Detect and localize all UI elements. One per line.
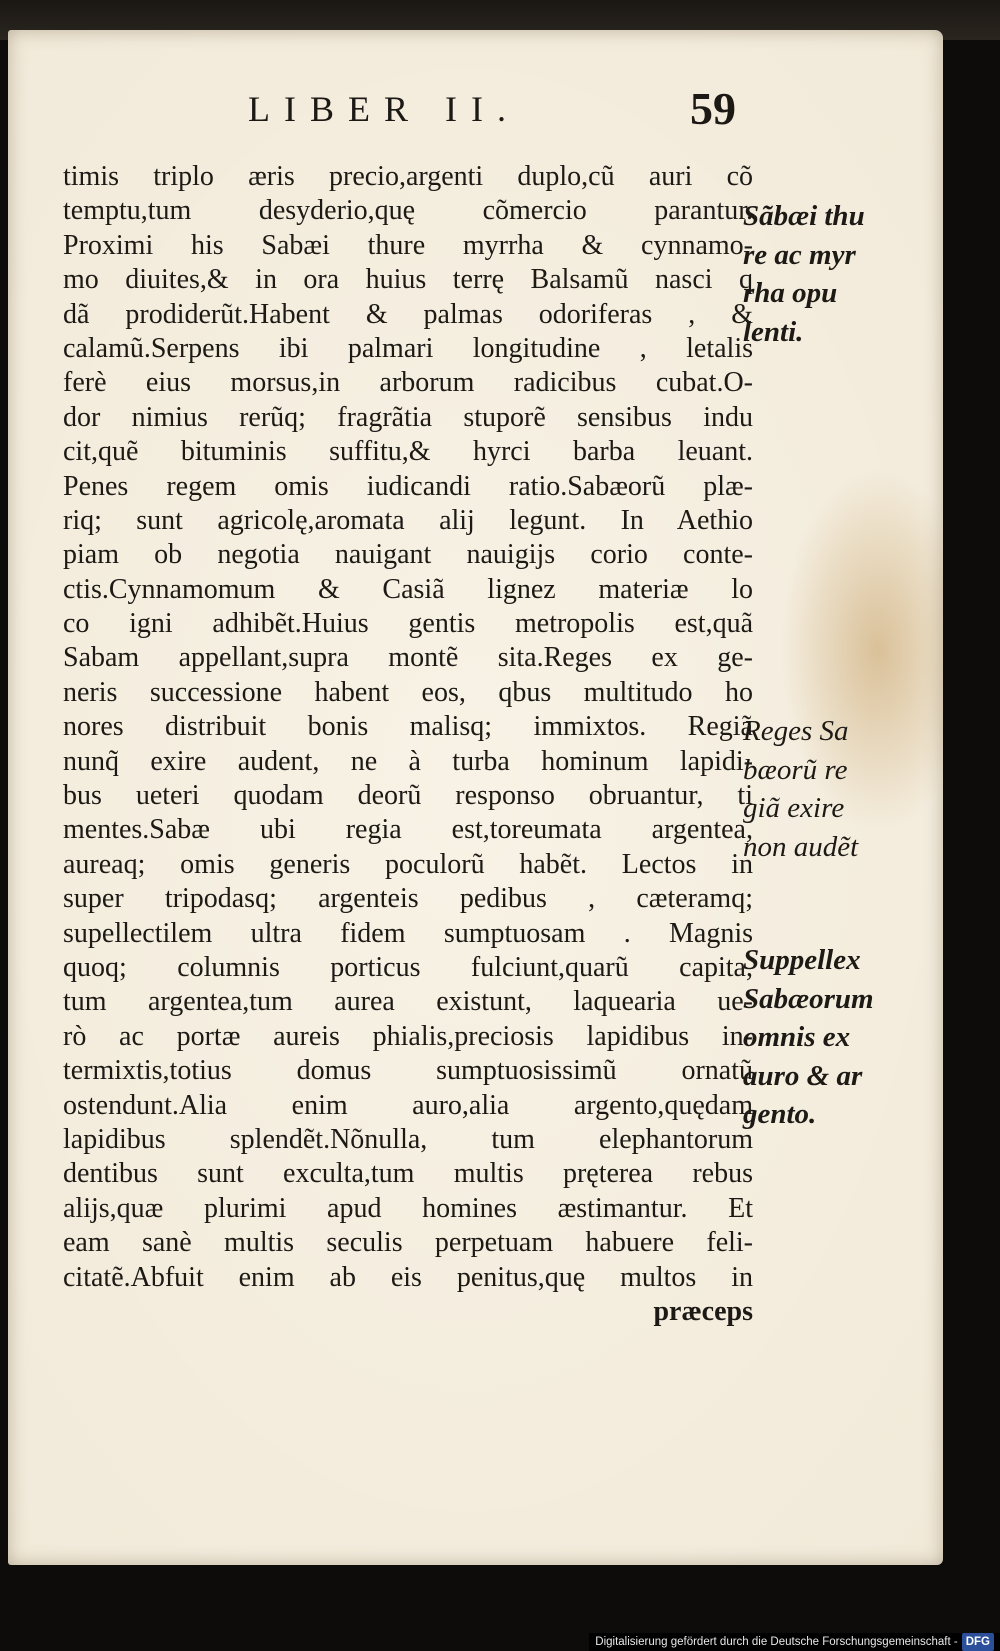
marginal-note-line: Reges Sa <box>743 715 849 747</box>
running-head: LIBER II. <box>248 89 520 129</box>
marginal-note-line: giã exire <box>743 792 845 824</box>
marginal-note-line: lenti. <box>743 315 804 348</box>
text-line: co igni adhibẽt.Huius gentis metropolis est,quã <box>63 608 753 640</box>
book-page <box>8 30 943 1565</box>
text-line: quoq; columnis porticus fulciunt,quarũ capita, <box>63 951 753 983</box>
text-line: lapidibus splendẽt.Nõnulla, tum elephantorum <box>63 1123 753 1155</box>
marginal-note-line: omnis ex <box>743 1021 851 1053</box>
text-line: riq; sunt agricolę,aromata alij legunt. In Aethio <box>63 504 753 536</box>
main-text-block <box>63 160 753 1329</box>
text-line: timis triplo æris precio,argenti duplo,cũ auri cõ <box>63 161 753 192</box>
marginal-note-line: Sãbæi thu <box>743 200 865 232</box>
marginal-note-line: Sabæorum <box>743 982 874 1015</box>
text-line: dor nimius rerũq; fragrãtia stuporẽ sensibus indu <box>63 401 753 433</box>
text-line: mo diuites,& in ora huius terrę Balsamũ nasci q <box>63 264 753 296</box>
text-line: nunq̃ exire audent, ne à turba hominum lapidi- <box>63 745 753 777</box>
page-number: 59 <box>690 83 736 134</box>
text-line: tum argentea,tum aurea existunt, laquearia ue- <box>63 986 753 1018</box>
text-line: Proximi his Sabæi thure myrrha & cynnamo- <box>63 229 753 261</box>
text-line: neris successione habent eos, qbus multitudo ho <box>63 676 753 708</box>
text-line: dã prodiderũt.Habent & palmas odoriferas , & <box>63 298 753 330</box>
marginal-note-line: auro & ar <box>743 1059 863 1092</box>
marginal-note-sabaei <box>743 197 865 351</box>
marginal-note-line: Suppellex <box>743 944 861 976</box>
text-line: ostendunt.Alia enim auro,alia argento,quędam <box>63 1089 753 1121</box>
text-line: cit,quẽ bituminis suffitu,& hyrci barba leuant. <box>63 436 753 468</box>
catchword: præceps <box>653 1295 753 1327</box>
text-line: Penes regem omis iudicandi ratio.Sabæorũ plæ- <box>63 470 753 502</box>
text-line: ctis.Cynnamomum & Casiã lignez materiæ lo <box>63 573 753 605</box>
text-line: supellectilem ultra fidem sumptuosam . Magnis <box>63 917 753 949</box>
text-line: citatẽ.Abfuit enim ab eis penitus,quę multos in <box>63 1261 753 1293</box>
text-line: rò ac portæ aureis phialis,preciosis lapidibus in- <box>63 1020 753 1052</box>
marginal-note-line: re ac myr <box>743 238 856 271</box>
text-line: super tripodasq; argenteis pedibus , cæteramq; <box>63 883 753 915</box>
text-line: ferè eius morsus,in arborum radicibus cubat.O- <box>63 367 753 399</box>
text-line: piam ob negotia nauigant nauigijs corio conte- <box>63 539 753 571</box>
marginal-note-line: rha opu <box>743 277 838 309</box>
marginal-note-line: non audẽt <box>743 830 859 863</box>
text-line: eam sanè multis seculis perpetuam habuere feli- <box>63 1227 753 1259</box>
text-line: calamũ.Serpens ibi palmari longitudine , letalis <box>63 332 753 364</box>
text-line: dentibus sunt exculta,tum multis pręterea rebus <box>63 1158 753 1190</box>
text-line: nores distribuit bonis malisq; immixtos. Regiã <box>63 711 753 743</box>
text-line: Sabam appellant,supra montẽ sita.Reges ex ge- <box>63 642 753 674</box>
marginal-note-suppellex <box>743 941 874 1134</box>
marginal-note-reges <box>743 712 858 866</box>
digitization-credit-bar <box>589 1633 1000 1651</box>
marginal-note-line: gento. <box>743 1098 817 1130</box>
text-line: mentes.Sabæ ubi regia est,toreumata argentea, <box>63 814 753 846</box>
dfg-logo: DFG <box>962 1633 994 1651</box>
text-line: temptu,tum desyderio,quę cõmercio parantur. <box>63 195 753 227</box>
text-line: bus ueteri quodam deorũ responso obruantur, ti <box>63 780 753 812</box>
text-line: alijs,quæ plurimi apud homines æstimantur. Et <box>63 1192 753 1224</box>
text-line: aureaq; omis generis poculorũ habẽt. Lectos in <box>63 848 753 880</box>
marginal-note-line: bæorũ re <box>743 753 848 786</box>
text-line: termixtis,totius domus sumptuosissimũ ornatũ <box>63 1055 753 1087</box>
digitization-credit-text: Digitalisierung gefördert durch die Deutsche Forschungsgemeinschaft - <box>595 1636 958 1648</box>
